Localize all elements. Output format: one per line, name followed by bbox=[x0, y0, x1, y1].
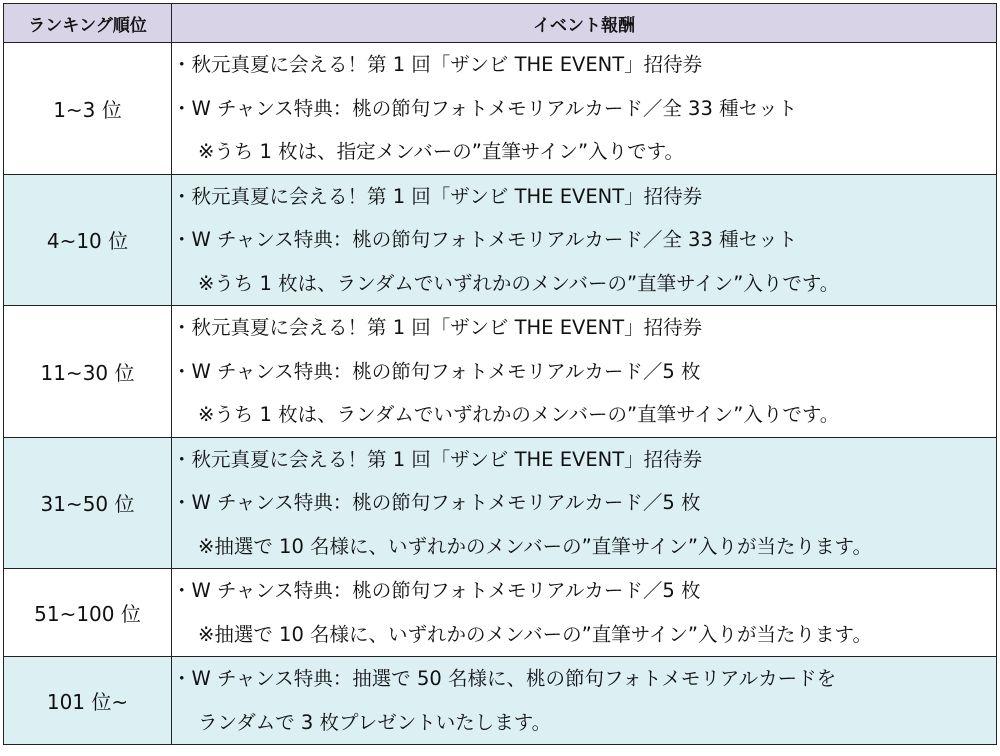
table-row bbox=[4, 569, 997, 657]
header-rank: ランキング順位 bbox=[4, 4, 172, 43]
reward-note: ※うち 1 枚は、指定メンバーの”直筆サイン”入りです。 bbox=[198, 140, 685, 163]
table-row bbox=[4, 174, 997, 306]
rank-cell: 101 位~ bbox=[4, 657, 172, 745]
rank-cell: 1~3 位 bbox=[4, 43, 172, 175]
header-row bbox=[4, 4, 997, 43]
reward-line: ・秋元真夏に会える！第 1 回「ザンビ THE EVENT」招待券 bbox=[172, 184, 703, 208]
reward-cell bbox=[172, 174, 997, 306]
reward-line: ・W チャンス特典：桃の節句フォトメモリアルカード／全 33 種セット bbox=[172, 96, 798, 120]
reward-note: ※抽選で 10 名様に、いずれかのメンバーの”直筆サイン”入りが当たります。 bbox=[198, 534, 872, 558]
reward-note: ※抽選で 10 名様に、いずれかのメンバーの”直筆サイン”入りが当たります。 bbox=[198, 622, 872, 646]
reward-line: ・W チャンス特典：桃の節句フォトメモリアルカード／5 枚 bbox=[172, 359, 701, 383]
rewards-table bbox=[3, 3, 997, 745]
reward-note: ランダムで 3 枚プレゼントいたします。 bbox=[198, 710, 552, 734]
reward-line: ・W チャンス特典：桃の節句フォトメモリアルカード／全 33 種セット bbox=[172, 228, 798, 251]
table-row bbox=[4, 657, 997, 745]
reward-cell bbox=[172, 657, 997, 745]
reward-cell bbox=[172, 306, 997, 438]
reward-line: ・W チャンス特典：桃の節句フォトメモリアルカード／5 枚 bbox=[172, 491, 701, 514]
header-reward: イベント報酬 bbox=[172, 4, 997, 43]
reward-note: ※うち 1 枚は、ランダムでいずれかのメンバーの”直筆サイン”入りです。 bbox=[198, 271, 840, 295]
table-row bbox=[4, 437, 997, 569]
rank-cell: 4~10 位 bbox=[4, 174, 172, 306]
reward-line: ・秋元真夏に会える！第 1 回「ザンビ THE EVENT」招待券 bbox=[172, 316, 703, 339]
reward-line: ・秋元真夏に会える！第 1 回「ザンビ THE EVENT」招待券 bbox=[172, 53, 703, 76]
table-row bbox=[4, 43, 997, 175]
reward-cell bbox=[172, 43, 997, 175]
reward-line: ・W チャンス特典：桃の節句フォトメモリアルカード／5 枚 bbox=[172, 579, 701, 602]
rank-cell: 31~50 位 bbox=[4, 437, 172, 569]
reward-note: ※うち 1 枚は、ランダムでいずれかのメンバーの”直筆サイン”入りです。 bbox=[198, 403, 840, 426]
rank-cell: 11~30 位 bbox=[4, 306, 172, 438]
reward-line: ・秋元真夏に会える！第 1 回「ザンビ THE EVENT」招待券 bbox=[172, 447, 703, 471]
rank-cell: 51~100 位 bbox=[4, 569, 172, 657]
table-row bbox=[4, 306, 997, 438]
reward-cell bbox=[172, 569, 997, 657]
reward-line: ・W チャンス特典：抽選で 50 名様に、桃の節句フォトメモリアルカードを bbox=[172, 667, 837, 690]
reward-cell bbox=[172, 437, 997, 569]
